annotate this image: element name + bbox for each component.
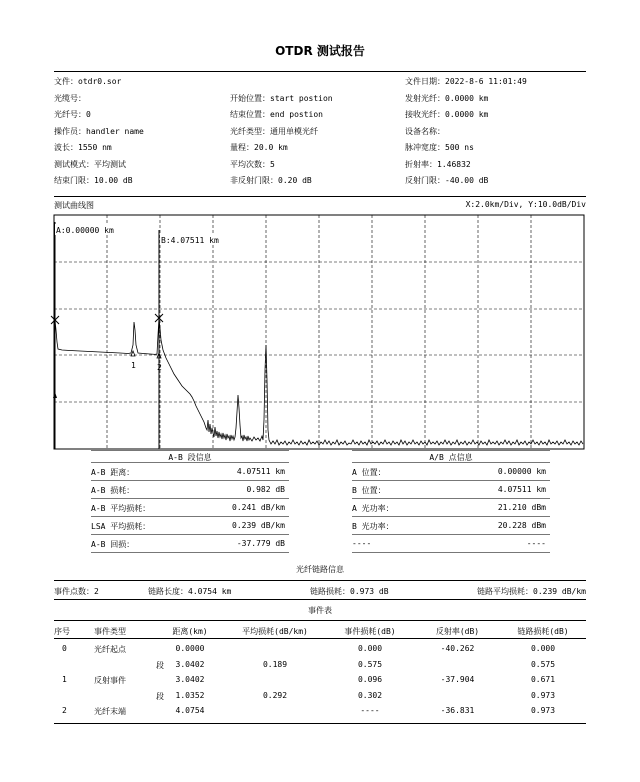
ab_section-value-3: 0.239 dB/km: [232, 521, 285, 530]
info-col3-row-3: 设备名称：: [405, 126, 445, 136]
events-col-header-3: 平均损耗(dB/km): [242, 627, 308, 636]
info-col2-row-5: 平均次数：5: [230, 159, 275, 169]
ab_point-label-2: A 光功率：: [352, 504, 394, 513]
info-col1-row-0: 文件：otdr0.sor: [54, 77, 122, 86]
ab_point-label-4: ----: [352, 539, 372, 548]
events-col-header-0: 序号: [54, 627, 70, 636]
ab_section-label-3: LSA 平均损耗：: [91, 522, 151, 531]
header-top-rule: [54, 71, 586, 72]
info-col3-row-2: 接收光纤：0.0000 km: [405, 110, 489, 119]
event-row-0-col-4: 0.000: [357, 644, 383, 653]
event-row-3-col-3: 0.292: [262, 690, 288, 700]
ab_point-value-2: 21.210 dBm: [497, 503, 546, 512]
link-loss: 链路损耗：0.973 dB: [310, 587, 389, 596]
cursor-a-label: A:0.00000 km: [56, 226, 114, 235]
event-row-3-col-2: 1.0352: [175, 690, 205, 700]
info-col2-row-6: 非反射门限：0.20 dB: [230, 176, 312, 185]
info-col2-row-3: 光纤类型：通用单模光纤: [230, 126, 318, 136]
graph-section-label: 测试曲线图: [54, 201, 94, 210]
events-col-header-1: 事件类型: [94, 627, 126, 636]
event-row-1-col-3: 0.189: [262, 659, 288, 669]
ab-section-header: A-B 段信息: [168, 453, 212, 462]
events-col-header-2: 距离(km): [172, 627, 208, 636]
otdr-trace-graph: [0, 210, 640, 460]
ab_point-value-3: 20.228 dBm: [497, 521, 546, 530]
event-row-1-col-6: 0.575: [530, 659, 556, 669]
info-col3-row-5: 折射率：1.46832: [405, 159, 471, 169]
report-title: OTDR 测试报告: [275, 44, 365, 58]
event-row-4-col-4: ----: [360, 706, 380, 715]
event-row-2-col-2: 3.0402: [175, 675, 205, 684]
event-row-2-col-4: 0.096: [357, 675, 383, 684]
link-length: 链路长度：4.0754 km: [148, 587, 232, 596]
info-col3-row-1: 发射光纤：0.0000 km: [405, 93, 489, 103]
event-1-label: 1: [131, 361, 136, 370]
info-col2-row-2: 结束位置：end postion: [230, 110, 323, 119]
graph-scale-label: X:2.0km/Div, Y:10.0dB/Div: [465, 200, 586, 209]
event-row-3-col-1: 段: [156, 691, 164, 701]
ab_point-label-3: B 光功率：: [352, 522, 394, 531]
event-row-0-col-1: 光纤起点: [94, 645, 126, 654]
info-col1-row-3: 操作员：handler name: [54, 126, 144, 136]
ab_section-value-4: -37.779 dB: [236, 539, 285, 548]
info-col1-row-6: 结束门限：10.00 dB: [54, 176, 133, 185]
link-info-header: 光纤链路信息: [296, 565, 344, 574]
cursor-b-label: B:4.07511 km: [161, 236, 219, 245]
event-row-0-col-0: 0: [62, 644, 67, 653]
event-row-4-col-0: 2: [62, 706, 67, 715]
link-avg-loss: 链路平均损耗：0.239 dB/km: [477, 587, 586, 596]
info-bottom-rule: [54, 196, 586, 197]
info-col1-row-5: 测试模式：平均测试: [54, 159, 126, 169]
event-row-4-col-2: 4.0754: [175, 706, 205, 715]
events-col-header-6: 链路损耗(dB): [517, 627, 569, 636]
event-row-3-col-4: 0.302: [357, 690, 383, 700]
ab_point-value-0: 0.00000 km: [497, 467, 546, 476]
ab_section-value-2: 0.241 dB/km: [232, 503, 285, 512]
event-row-3-col-6: 0.973: [530, 690, 556, 700]
event-row-1-col-1: 段: [156, 660, 164, 670]
event-row-2-col-0: 1: [62, 675, 67, 684]
ab_point-value-4: ----: [526, 539, 546, 548]
event-row-0-col-5: -40.262: [440, 644, 475, 653]
event-row-0-col-6: 0.000: [530, 644, 556, 653]
event-row-4-col-6: 0.973: [530, 706, 556, 715]
event-row-0-col-2: 0.0000: [175, 644, 205, 653]
ab_point-value-1: 4.07511 km: [497, 485, 546, 494]
events-header: 事件表: [308, 606, 332, 615]
event-row-4-col-1: 光纤末端: [94, 707, 126, 716]
ab_section-label-4: A-B 回损：: [91, 540, 135, 549]
event-row-2-col-6: 0.671: [530, 675, 556, 684]
ab_section-label-0: A-B 距离：: [91, 468, 135, 477]
info-col3-row-4: 脉冲宽度：500 ns: [405, 143, 474, 152]
info-col3-row-0: 文件日期：2022-8-6 11:01:49: [405, 77, 527, 86]
info-col3-row-6: 反射门限：-40.00 dB: [405, 176, 489, 185]
event-row-1-col-4: 0.575: [357, 659, 383, 669]
event-row-2-col-1: 反射事件: [94, 676, 126, 685]
ab_section-label-2: A-B 平均损耗：: [91, 504, 151, 513]
info-col1-row-1: 光缆号：: [54, 93, 86, 103]
ab-point-header: A/B 点信息: [429, 453, 473, 462]
event-row-2-col-5: -37.904: [440, 675, 475, 684]
info-col1-row-4: 波长：1550 nm: [54, 143, 112, 152]
events-col-header-5: 反射率(dB): [435, 627, 480, 636]
info-col1-row-2: 光纤号：0: [54, 110, 91, 119]
events-col-header-4: 事件损耗(dB): [344, 627, 396, 636]
ab_point-label-0: A 位置：: [352, 468, 386, 477]
info-col2-row-4: 量程：20.0 km: [230, 143, 288, 152]
ab_section-value-0: 4.07511 km: [236, 467, 285, 476]
ab_section-value-1: 0.982 dB: [246, 485, 285, 494]
ab_section-label-1: A-B 损耗：: [91, 486, 135, 495]
ab_point-label-1: B 位置：: [352, 486, 386, 495]
event-row-1-col-2: 3.0402: [175, 659, 205, 669]
link-event-count: 事件点数：2: [54, 587, 99, 596]
event-row-4-col-5: -36.831: [440, 706, 475, 715]
info-col2-row-1: 开始位置：start postion: [230, 93, 333, 103]
event-2-label: 2: [157, 363, 162, 372]
